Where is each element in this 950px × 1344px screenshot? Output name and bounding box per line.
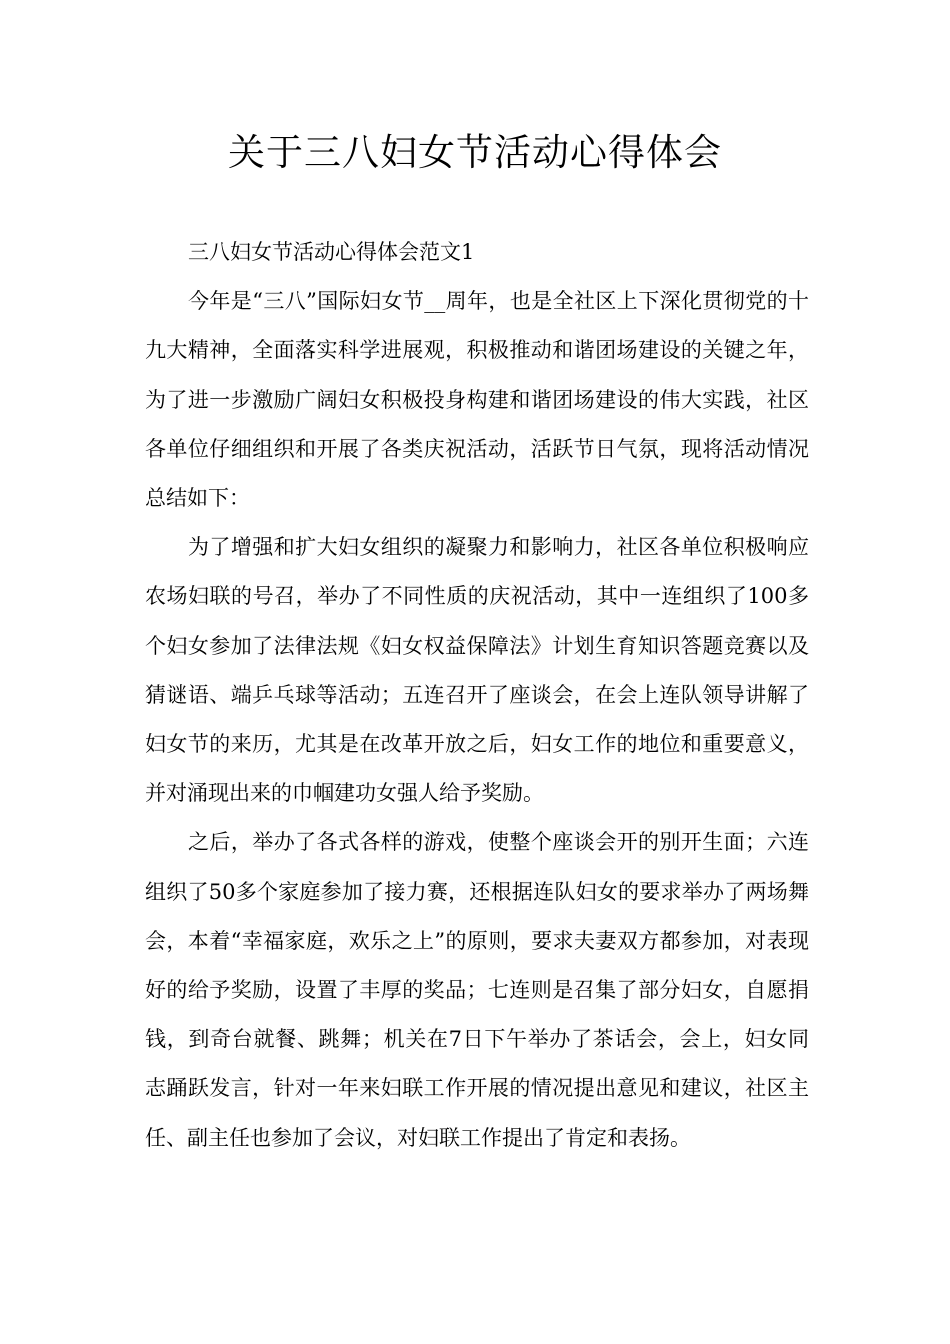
paragraph: 为了增强和扩大妇女组织的凝聚力和影响力，社区各单位积极响应农场妇联的号召，举办了不同性质的庆祝活动，其中一连组织了100多个妇女参加了法律法规《妇女权益保障法》计划生育知识答题竞赛以及猜谜语、端乒乓球等活动；五连召开了座谈会，在会上连队领导讲解了妇女节的来历，尤其是在改革开放之后，妇女工作的地位和重要意义，并对涌现出来的巾帼建功女强人给予奖励。 [145, 535, 809, 806]
paragraph: 之后，举办了各式各样的游戏，使整个座谈会开的别开生面；六连组织了50多个家庭参加了接力赛，还根据连队妇女的要求举办了两场舞会，本着“幸福家庭，欢乐之上”的原则，要求夫妻双方都参加，对表现好的给予奖励，设置了丰厚的奖品；七连则是召集了部分妇女，自愿捐钱，到奇台就餐、跳舞；机关在7日下午举办了茶话会，会上，妇女同志踊跃发言，针对一年来妇联工作开展的情况提出意见和建议，社区主任、副主任也参加了会议，对妇联工作提出了肯定和表扬。 [145, 830, 809, 1150]
paragraph-subtitle: 三八妇女节活动心得体会范文1 [188, 240, 475, 264]
document-title: 关于三八妇女节活动心得体会 [228, 131, 722, 174]
document-body [145, 228, 809, 1163]
paragraph: 今年是“三八”国际妇女节__周年，也是全社区上下深化贯彻党的十九大精神，全面落实科学进展观，积极推动和谐团场建设的关键之年，为了进一步激励广阔妇女积极投身构建和谐团场建设的伟大实践，社区各单位仔细组织和开展了各类庆祝活动，活跃节日气氛，现将活动情况总结如下： [145, 289, 809, 511]
